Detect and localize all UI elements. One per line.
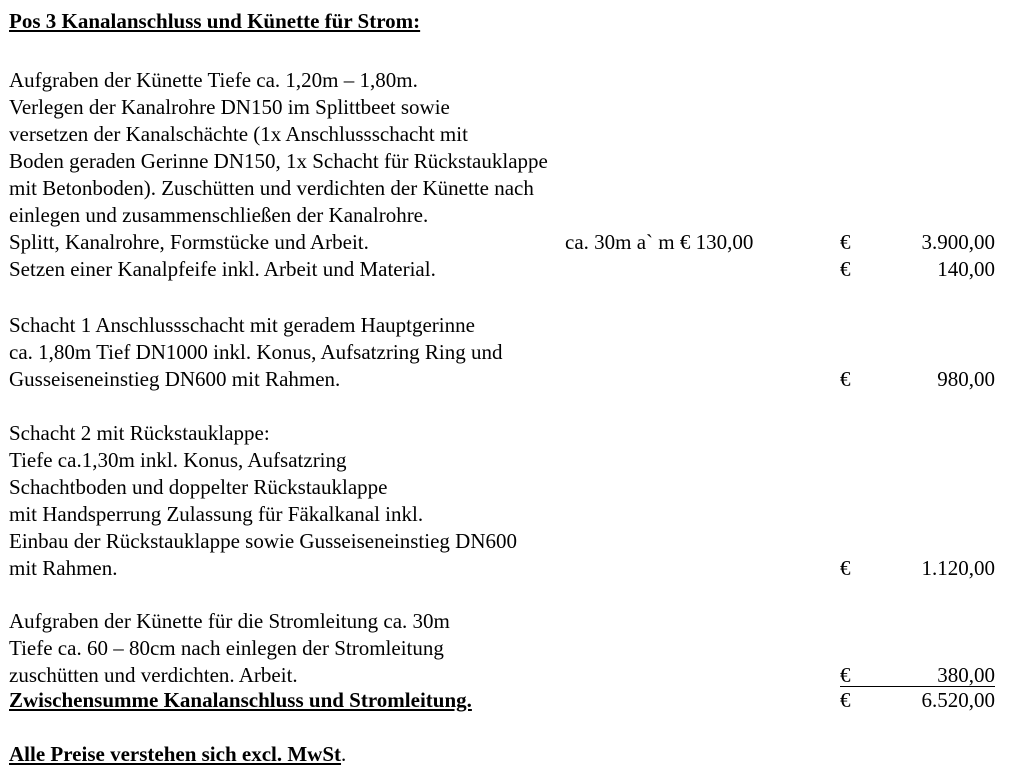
- text-line: Schachtboden und doppelter Rückstauklappe: [9, 475, 388, 499]
- currency-symbol: €: [840, 688, 851, 712]
- text-line: Aufgraben der Künette Tiefe ca. 1,20m – 1,80m.: [9, 68, 418, 92]
- currency-symbol: €: [840, 257, 851, 281]
- text-line: Verlegen der Kanalrohre DN150 im Splittbeet sowie: [9, 95, 450, 119]
- text-line: mit Handsperrung Zulassung für Fäkalkanal inkl.: [9, 502, 424, 526]
- item-amount: 980,00: [937, 367, 995, 391]
- text-line: einlegen und zusammenschließen der Kanalrohre.: [9, 203, 429, 227]
- text-line: Gusseiseneinstieg DN600 mit Rahmen.: [9, 367, 341, 391]
- item-amount: 3.900,00: [921, 230, 995, 254]
- text-line: Tiefe ca.1,30m inkl. Konus, Aufsatzring: [9, 448, 347, 472]
- text-line: Boden geraden Gerinne DN150, 1x Schacht für Rückstauklappe: [9, 149, 548, 173]
- item-label: Splitt, Kanalrohre, Formstücke und Arbeit.: [9, 230, 369, 254]
- subtotal-label: Zwischensumme Kanalanschluss und Stromleitung.: [9, 688, 472, 712]
- text-line: ca. 1,80m Tief DN1000 inkl. Konus, Aufsatzring Ring und: [9, 340, 503, 364]
- item-rate: ca. 30m a` m € 130,00: [565, 230, 754, 254]
- price-note: [9, 741, 346, 768]
- item-amount: 380,00: [937, 663, 995, 687]
- text-line: Schacht 2 mit Rückstauklappe:: [9, 421, 270, 445]
- item-amount: 1.120,00: [921, 556, 995, 580]
- currency-symbol: €: [840, 367, 851, 391]
- currency-symbol: €: [840, 663, 851, 687]
- price-note-period: .: [341, 742, 347, 766]
- text-line: Aufgraben der Künette für die Stromleitung ca. 30m: [9, 609, 450, 633]
- currency-symbol: €: [840, 556, 851, 580]
- currency-symbol: €: [840, 230, 851, 254]
- text-line: Schacht 1 Anschlussschacht mit geradem Hauptgerinne: [9, 313, 475, 337]
- text-line: zuschütten und verdichten. Arbeit.: [9, 663, 298, 687]
- item-label: Setzen einer Kanalpfeife inkl. Arbeit und Material.: [9, 257, 436, 281]
- text-line: Tiefe ca. 60 – 80cm nach einlegen der Stromleitung: [9, 636, 444, 660]
- price-note-text: Alle Preise verstehen sich excl. MwSt: [9, 742, 342, 766]
- item-amount: 140,00: [937, 257, 995, 281]
- subtotal-amount: 6.520,00: [921, 688, 995, 712]
- position-title: Pos 3 Kanalanschluss und Künette für Strom:: [9, 9, 421, 33]
- text-line: versetzen der Kanalschächte (1x Anschlussschacht mit: [9, 122, 468, 146]
- text-line: Einbau der Rückstauklappe sowie Gusseiseneinstieg DN600: [9, 529, 517, 553]
- text-line: mit Betonboden). Zuschütten und verdichten der Künette nach: [9, 176, 534, 200]
- text-line: mit Rahmen.: [9, 556, 118, 580]
